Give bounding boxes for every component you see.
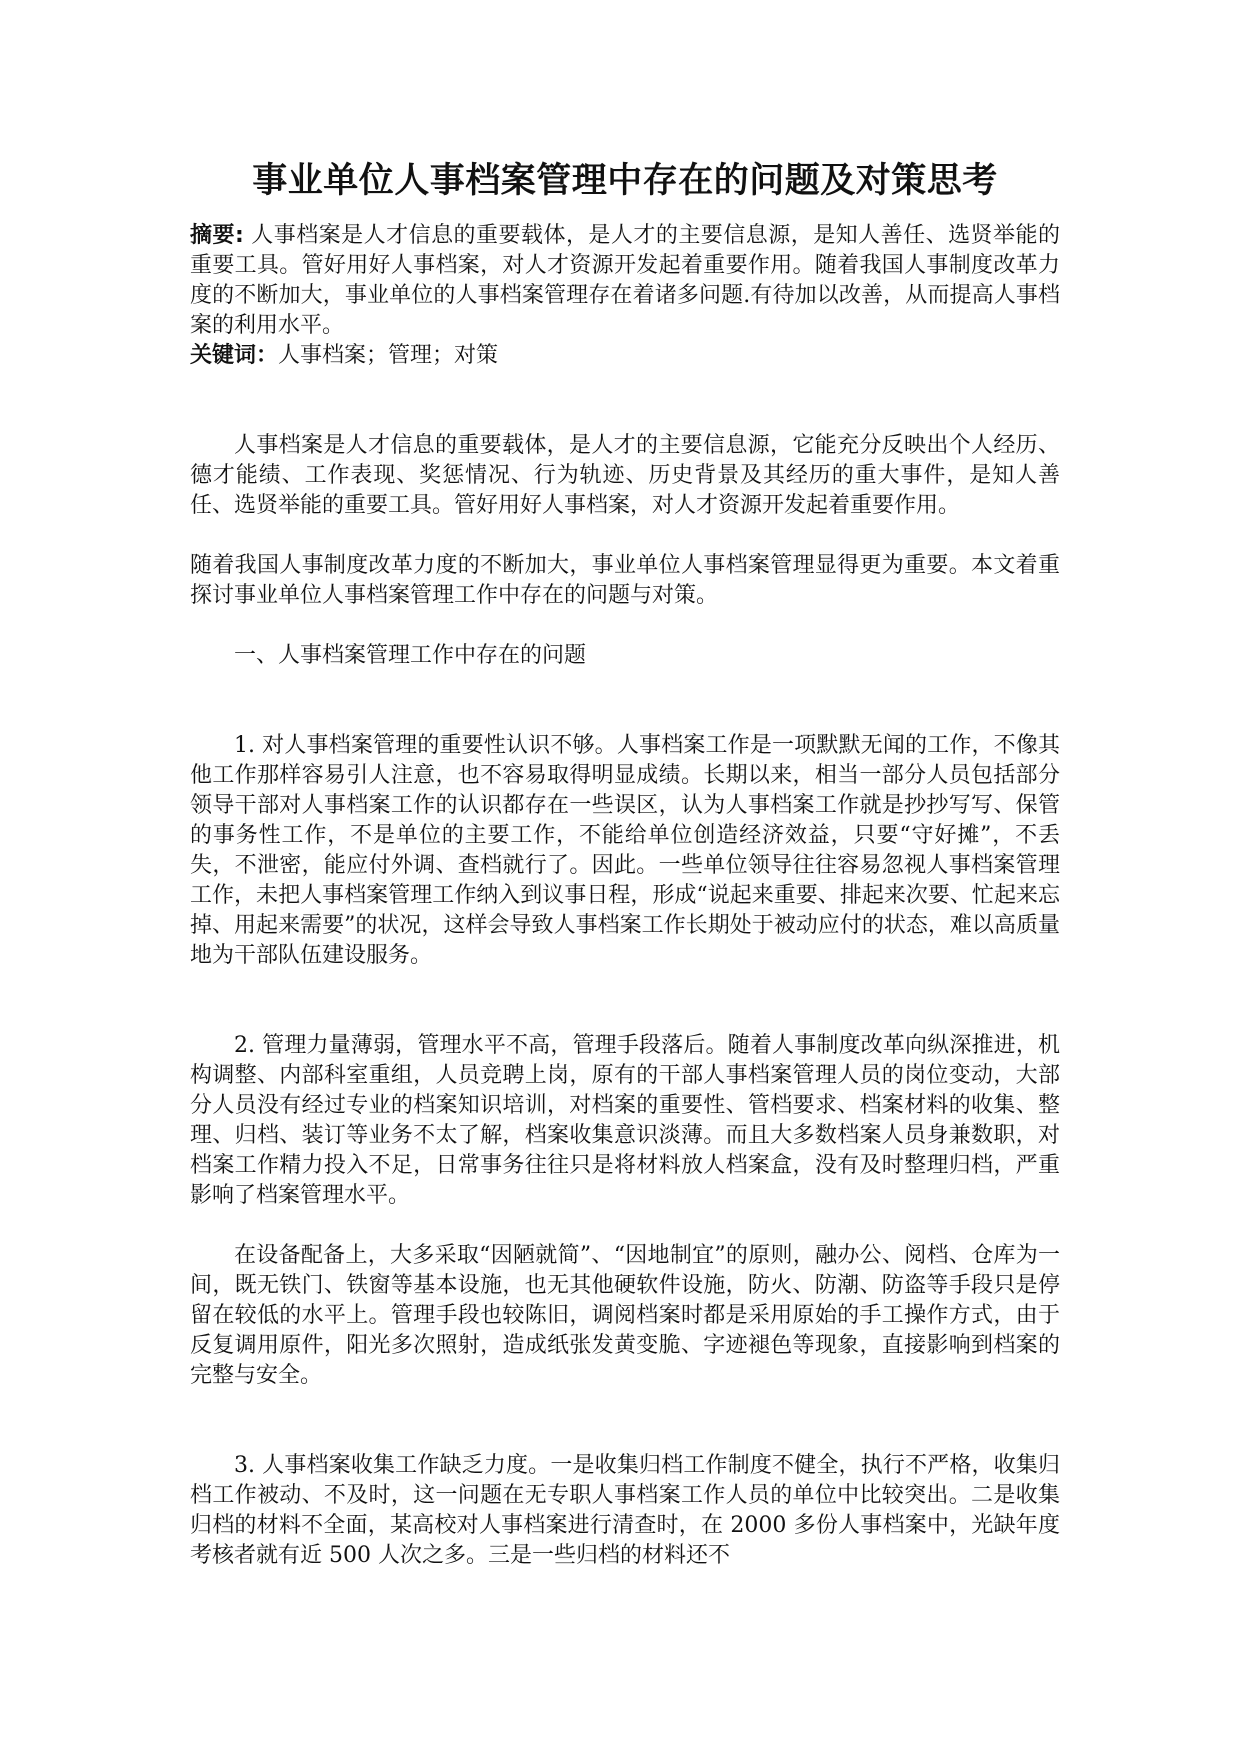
abstract-label: 摘要:: [190, 223, 244, 248]
issue-3-paragraph: 3. 人事档案收集工作缺乏力度。一是收集归档工作制度不健全，执行不严格，收集归档工作被动、不及时，这一问题在无专职人事档案工作人员的单位中比较突出。二是收集归档的材料不全面，某高校对人事档案进行清查时，在 2000 多份人事档案中，光缺年度考核者就有近 500 人次之多。三是一些归档的材料还不: [190, 1453, 1060, 1568]
document-title: 事业单位人事档案管理中存在的问题及对策思考: [252, 160, 998, 201]
intro-paragraph-1: 人事档案是人才信息的重要载体，是人才的主要信息源，它能充分反映出个人经历、德才能绩、工作表现、奖惩情况、行为轨迹、历史背景及其经历的重大事件，是知人善任、选贤举能的重要工具。管好用好人事档案，对人才资源开发起着重要作用。: [190, 433, 1060, 518]
keywords-paragraph: [190, 341, 1060, 371]
keywords-label: 关键词：: [190, 343, 279, 368]
issue-1-paragraph: 1. 对人事档案管理的重要性认识不够。人事档案工作是一项默默无闻的工作，不像其他工作那样容易引人注意，也不容易取得明显成绩。长期以来，相当一部分人员包括部分领导干部对人事档案工作的认识都存在一些误区，认为人事档案工作就是抄抄写写、保管的事务性工作，不是单位的主要工作，不能给单位创造经济效益，只要“守好摊”，不丢失，不泄密，能应付外调、查档就行了。因此。一些单位领导往往容易忽视人事档案管理工作，未把人事档案管理工作纳入到议事日程，形成“说起来重要、排起来次要、忙起来忘掉、用起来需要”的状况，这样会导致人事档案工作长期处于被动应付的状态，难以高质量地为干部队伍建设服务。: [190, 733, 1060, 968]
intro-paragraph-2: 随着我国人事制度改革力度的不断加大，事业单位人事档案管理显得更为重要。本文着重探讨事业单位人事档案管理工作中存在的问题与对策。: [190, 553, 1060, 608]
issue-2-paragraph: 2. 管理力量薄弱，管理水平不高，管理手段落后。随着人事制度改革向纵深推进，机构调整、内部科室重组，人员竞聘上岗，原有的干部人事档案管理人员的岗位变动，大部分人员没有经过专业的档案知识培训，对档案的重要性、管档要求、档案材料的收集、整理、归档、装订等业务不太了解，档案收集意识淡薄。而且大多数档案人员身兼数职，对档案工作精力投入不足，日常事务往往只是将材料放人档案盒，没有及时整理归档，严重影响了档案管理水平。: [190, 1033, 1060, 1208]
section-heading: 一、人事档案管理工作中存在的问题: [234, 643, 587, 668]
keywords-text: 人事档案；管理；对策: [278, 343, 499, 368]
abstract-paragraph: [190, 221, 1060, 341]
issue-2-equipment-paragraph: 在设备配备上，大多采取“因陋就简”、“因地制宜”的原则，融办公、阅档、仓库为一间，既无铁门、铁窗等基本设施，也无其他硬软件设施，防火、防潮、防盗等手段只是停留在较低的水平上。管理手段也较陈旧，调阅档案时都是采用原始的手工操作方式，由于反复调用原件，阳光多次照射，造成纸张发黄变脆、字迹褪色等现象，直接影响到档案的完整与安全。: [190, 1243, 1060, 1388]
abstract-text: 人事档案是人才信息的重要载体，是人才的主要信息源，是知人善任、选贤举能的重要工具。管好用好人事档案，对人才资源开发起着重要作用。随着我国人事制度改革力度的不断加大，事业单位的人事档案管理存在着诸多问题.有待加以改善，从而提高人事档案的利用水平。: [190, 223, 1060, 338]
